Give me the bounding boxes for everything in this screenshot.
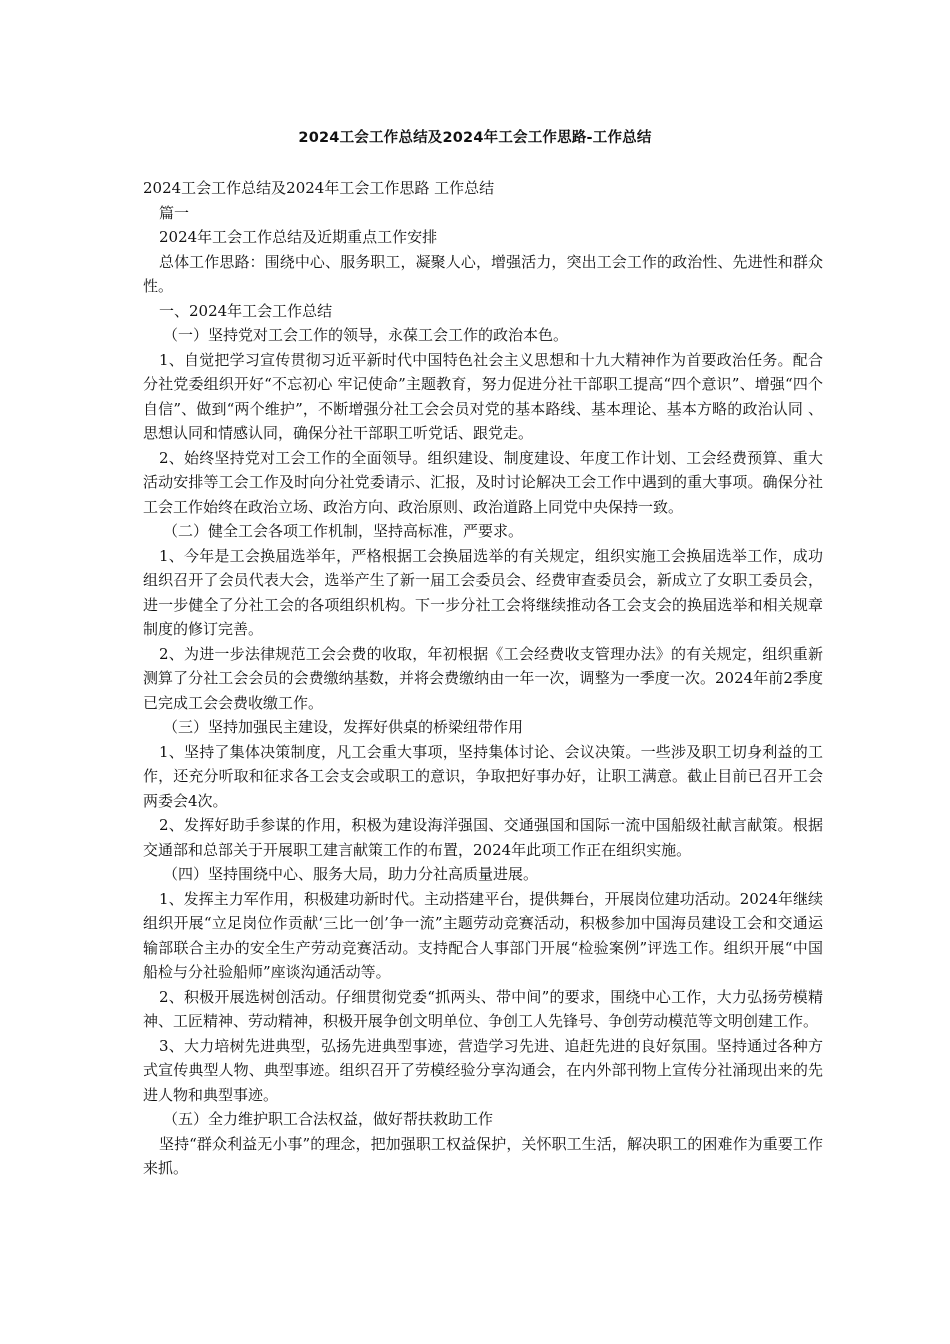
document-title: 2024工会工作总结及2024年工会工作思路-工作总结 — [298, 130, 652, 146]
paragraph: 2、积极开展选树创活动。仔细贯彻党委“抓两头、带中间”的要求，围绕中心工作，大力弘扬劳模精神、工匠精神、劳动精神，积极开展争创文明单位、争创工人先锋号、争创劳动模范等文明创建工作。 — [143, 987, 823, 1030]
section-heading: 一、2024年工会工作总结 — [159, 301, 333, 320]
body-heading: 2024工会工作总结及2024年工会工作思路 工作总结 — [143, 179, 495, 197]
subsection-heading: （二）健全工会各项工作机制，坚持高标准，严要求。 — [163, 522, 524, 540]
paragraph: 1、今年是工会换届选举年，严格根据工会换届选举的有关规定，组织实施工会换届选举工作，成功组织召开了会员代表大会，选举产生了新一届工会委员会、经费审查委员会，新成立了女职工委员会，进一步健全了分社工会的各项组织机构。下一步分社工会将继续推动各工会支会的换届选举和相关规章制度的修订完善。 — [143, 546, 823, 638]
paragraph: 坚持“群众利益无小事”的理念，把加强职工权益保护，关怀职工生活，解决职工的困难作为重要工作来抓。 — [143, 1134, 823, 1177]
subsection-heading: （五）全力维护职工合法权益，做好帮扶救助工作 — [163, 1110, 494, 1128]
paragraph: 总体工作思路：围绕中心、服务职工，凝聚人心，增强活力，突出工会工作的政治性、先进性和群众性。 — [143, 252, 823, 295]
paragraph: 1、自觉把学习宣传贯彻习近平新时代中国特色社会主义思想和十九大精神作为首要政治任务。配合分社党委组织开好“不忘初心 牢记使命”主题教育，努力促进分社干部职工提高“四个意识”、增强“四个自信”、做到“两个维护”，不断增强分社工会会员对党的基本路线、基本理论、基本方略的政治认同 、思想认同和情感认同，确保分社干部职工听党话、跟党走。 — [143, 350, 823, 442]
paragraph: 2、为进一步法律规范工会会费的收取，年初根据《工会经费收支管理办法》的有关规定，组织重新测算了分社工会会员的会费缴纳基数，并将会费缴纳由一年一次，调整为一季度一次。2024年前2季度已完成工会会费收缴工作。 — [143, 644, 823, 712]
paragraph: 3、大力培树先进典型，弘扬先进典型事迹，营造学习先进、追赶先进的良好氛围。坚持通过各种方式宣传典型人物、典型事迹。组织召开了劳模经验分享沟通会，在内外部刊物上宣传分社涌现出来的先进人物和典型事迹。 — [143, 1036, 823, 1104]
paragraph: 1、坚持了集体决策制度，凡工会重大事项，坚持集体讨论、会议决策。一些涉及职工切身利益的工作，还充分听取和征求各工会支会或职工的意识，争取把好事办好，让职工满意。截止目前已召开工会两委会4次。 — [143, 742, 823, 810]
section-title: 2024年工会工作总结及近期重点工作安排 — [159, 228, 438, 246]
section-label: 篇一 — [159, 203, 190, 222]
paragraph: 2、始终坚持党对工会工作的全面领导。组织建设、制度建设、年度工作计划、工会经费预算、重大活动安排等工会工作及时向分社党委请示、汇报，及时讨论解决工会工作中遇到的重大事项。确保分社工会工作始终在政治立场、政治方向、政治原则、政治道路上同党中央保持一致。 — [143, 448, 823, 516]
subsection-heading: （一）坚持党对工会工作的领导，永葆工会工作的政治本色。 — [163, 326, 569, 344]
paragraph: 2、发挥好助手参谋的作用，积极为建设海洋强国、交通强国和国际一流中国船级社献言献策。根据交通部和总部关于开展职工建言献策工作的布置，2024年此项工作正在组织实施。 — [143, 816, 823, 859]
document-body — [143, 176, 823, 1181]
paragraph: 1、发挥主力军作用，积极建功新时代。主动搭建平台，提供舞台，开展岗位建功活动。2024年继续组织开展“立足岗位作贡献‘三比一创’争一流”主题劳动竞赛活动，积极参加中国海员建设工会和交通运输部联合主办的安全生产劳动竞赛活动。支持配合人事部门开展“检验案例”评选工作。组织开展“中国船检与分社验船师”座谈沟通活动等。 — [143, 889, 823, 981]
subsection-heading: （三）坚持加强民主建设，发挥好供桌的桥梁纽带作用 — [163, 718, 524, 736]
subsection-heading: （四）坚持围绕中心、服务大局，助力分社高质量进展。 — [163, 865, 539, 883]
